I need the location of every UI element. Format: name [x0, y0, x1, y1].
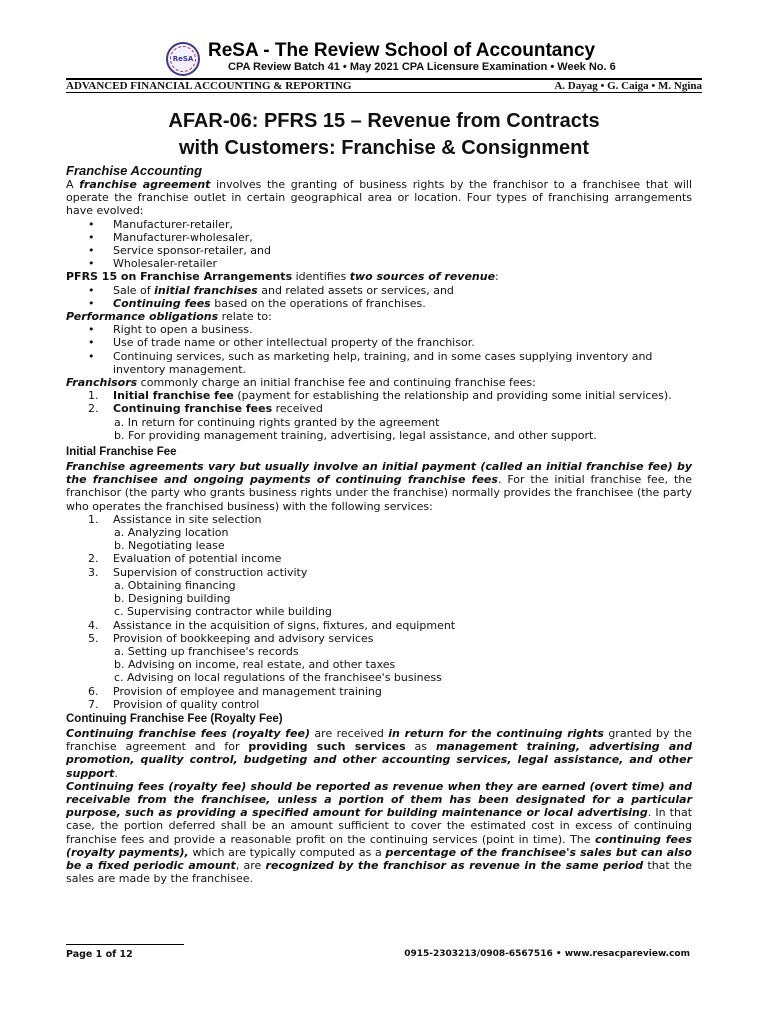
section-heading-initial-fee: Initial Franchise Fee	[66, 446, 177, 459]
continuing-fee-paragraph-1	[66, 727, 692, 780]
continuing-fee-paragraph-2	[66, 780, 692, 886]
text-run: management training, advertising and promotion, quality control, budgeting and other accounting services, legal assistance, and other support	[66, 740, 693, 780]
list-number: 2.	[88, 402, 99, 416]
list-number: 7.	[88, 697, 99, 711]
list-item	[66, 513, 692, 526]
text-run: :	[495, 270, 499, 284]
title-line-1: AFAR-06: PFRS 15 – Revenue from Contracts	[168, 110, 600, 132]
text-run: as	[405, 740, 436, 754]
initial-fee-paragraph	[66, 460, 692, 513]
text-run: continuing fees (royalty payments),	[66, 832, 692, 859]
sub-list-item: a. Obtaining financing	[114, 578, 236, 592]
list-item	[66, 402, 692, 415]
list-number: 4.	[88, 618, 99, 632]
list-text: Assistance in the acquisition of signs, fixtures, and equipment	[113, 618, 456, 632]
fee-types-list	[66, 389, 692, 442]
text-run: Initial franchise fee	[113, 389, 234, 403]
list-number: 6.	[88, 684, 99, 698]
text-run: Continuing fees (royalty fee) should be reported as revenue when they are earned (overt time) and receivable from the franchisee, unless a portion of them has been designated for a particular purpose, such as providing a specified amount for building maintenance or local advertising	[66, 779, 692, 820]
footer-contact: 0915-2303213/0908-6567516 • www.resacpareview.com	[404, 949, 690, 959]
list-item	[66, 698, 692, 711]
resa-seal-logo	[166, 42, 200, 76]
sub-list	[66, 579, 692, 619]
franchise-types-list	[66, 218, 692, 271]
text-run: identifies	[292, 270, 350, 284]
sub-list-item: a. Analyzing location	[114, 526, 229, 540]
text-run: recognized by the franchisor as revenue in the same period	[265, 858, 644, 872]
text-run: PFRS 15 on Franchise Arrangements	[66, 270, 293, 284]
charges-paragraph	[66, 376, 692, 389]
sub-list	[66, 416, 692, 442]
text-run: received	[272, 402, 323, 416]
footer-rule	[66, 944, 184, 945]
list-text: Assistance in site selection	[113, 512, 262, 526]
sub-list-item: b. For providing management training, advertising, legal assistance, and other support.	[114, 428, 597, 442]
page-number: Page 1 of 12	[66, 949, 133, 960]
text-run: initial franchises	[154, 283, 258, 297]
pfrs-paragraph	[66, 270, 692, 283]
text-run: Sale of	[113, 283, 155, 297]
text-run: percentage of the franchisee's sales but can also be a fixed periodic amount	[66, 845, 692, 872]
sub-list-item: a. Setting up franchisee's records	[114, 644, 299, 658]
text-run: Performance obligations	[66, 310, 219, 324]
list-item	[66, 389, 692, 402]
title-line-2: with Customers: Franchise & Consignment	[178, 137, 590, 159]
text-run: providing such services	[248, 740, 406, 754]
text-run: Continuing franchise fees	[113, 402, 273, 416]
sub-list-item: c. Advising on local regulations of the franchisee's business	[114, 671, 442, 685]
sub-list-item: b. Advising on income, real estate, and other taxes	[114, 658, 396, 672]
list-item: • Continuing services, such as marketing help, training, and in some cases supplying inventory and inventory management.	[66, 350, 692, 376]
sub-list	[66, 645, 692, 685]
sub-list-item: b. Negotiating lease	[114, 539, 225, 553]
list-number: 5.	[88, 631, 99, 645]
list-item: • Wholesaler-retailer	[66, 257, 692, 270]
sub-list-item: b. Designing building	[114, 592, 231, 606]
text-run: . For the initial franchise fee, the franchisor (the party who grants business rights under the franchise) normally provides the franchisee (the party who operates the franchised business) with the following services:	[66, 473, 692, 513]
text-run: Continuing fees	[113, 296, 211, 310]
text-run: .	[114, 766, 118, 780]
list-text: Provision of quality control	[113, 697, 260, 711]
text-run: two sources of revenue	[349, 270, 496, 284]
header-rule-bottom	[66, 92, 702, 93]
list-item	[66, 632, 692, 645]
list-item: • Service sponsor-retailer, and	[66, 244, 692, 257]
text-run: and related assets or services, and	[257, 283, 454, 297]
sub-list	[66, 526, 692, 552]
text-run: granted by the franchise agreement and for	[66, 726, 692, 754]
list-text: Provision of employee and management training	[113, 684, 382, 698]
list-item	[66, 284, 692, 297]
page-title	[66, 108, 702, 162]
list-number: 1.	[88, 389, 99, 403]
list-item	[66, 552, 692, 565]
text-run: relate to:	[218, 310, 272, 324]
text-run: involves the granting of business rights by the franchisor to a franchisee that will operate the franchise outlet in certain geographical area or location. Four types of franchising arrangements have evolved:	[66, 178, 693, 218]
authors: A. Dayag • G. Caiga • M. Ngina	[554, 80, 702, 92]
text-run: based on the operations of franchises.	[210, 296, 426, 310]
list-item	[66, 619, 692, 632]
text-run: (payment for establishing the relationship and providing some initial services).	[233, 389, 672, 403]
school-name: ReSA - The Review School of Accountancy	[208, 40, 596, 61]
course-name: ADVANCED FINANCIAL ACCOUNTING & REPORTING	[66, 80, 352, 92]
text-run: that the sales are made by the franchisee.	[66, 858, 693, 886]
text-run: Continuing franchise fees (royalty fee)	[66, 726, 311, 740]
list-item: • Right to open a business.	[66, 323, 692, 336]
text-run: Franchise agreements vary but usually involve an initial payment (called an initial franchise fee) by the franchisee and ongoing payments of continuing franchise fees	[66, 460, 692, 487]
list-item	[66, 685, 692, 698]
intro-paragraph	[66, 178, 692, 218]
text-run: . In that case, the portion deferred shall be an amount sufficient to cover the estimated cost in excess of continuing franchise fees and provide a reasonable profit on the continuing services (point in time). The	[66, 806, 693, 846]
list-item: • Manufacturer-retailer,	[66, 218, 692, 231]
section-heading-franchise-accounting: Franchise Accounting	[66, 163, 203, 178]
text-run: commonly charge an initial franchise fee and continuing franchise fees:	[137, 376, 536, 390]
list-text: Provision of bookkeeping and advisory services	[113, 631, 374, 645]
text-run: are received	[310, 726, 389, 740]
list-text: Evaluation of potential income	[113, 552, 282, 566]
document-body	[66, 163, 692, 885]
text-run: which are typically computed as a	[188, 845, 386, 859]
revenue-sources-list	[66, 284, 692, 310]
list-text: Supervision of construction activity	[113, 565, 308, 579]
batch-line: CPA Review Batch 41 • May 2021 CPA Licensure Examination • Week No. 6	[228, 61, 616, 73]
text-run: in return for the continuing rights	[388, 726, 604, 740]
section-heading-continuing-fee: Continuing Franchise Fee (Royalty Fee)	[66, 712, 283, 725]
sub-list-item: c. Supervising contractor while building	[114, 605, 332, 619]
list-number: 3.	[88, 565, 99, 579]
list-item	[66, 297, 692, 310]
list-item: • Manufacturer-wholesaler,	[66, 231, 692, 244]
list-number: 2.	[88, 552, 99, 566]
text-run: franchise agreement	[79, 178, 211, 191]
performance-obligations-paragraph	[66, 310, 692, 323]
text-run: A	[66, 178, 80, 191]
list-item	[66, 566, 692, 579]
seal-text: ReSA	[172, 55, 194, 63]
services-list	[66, 513, 692, 711]
text-run: , are	[235, 858, 266, 872]
text-run: Franchisors	[66, 376, 138, 390]
obligations-list	[66, 323, 692, 376]
sub-list-item: a. In return for continuing rights granted by the agreement	[114, 415, 440, 429]
list-number: 1.	[88, 512, 99, 526]
list-item: • Use of trade name or other intellectual property of the franchisor.	[66, 336, 692, 349]
